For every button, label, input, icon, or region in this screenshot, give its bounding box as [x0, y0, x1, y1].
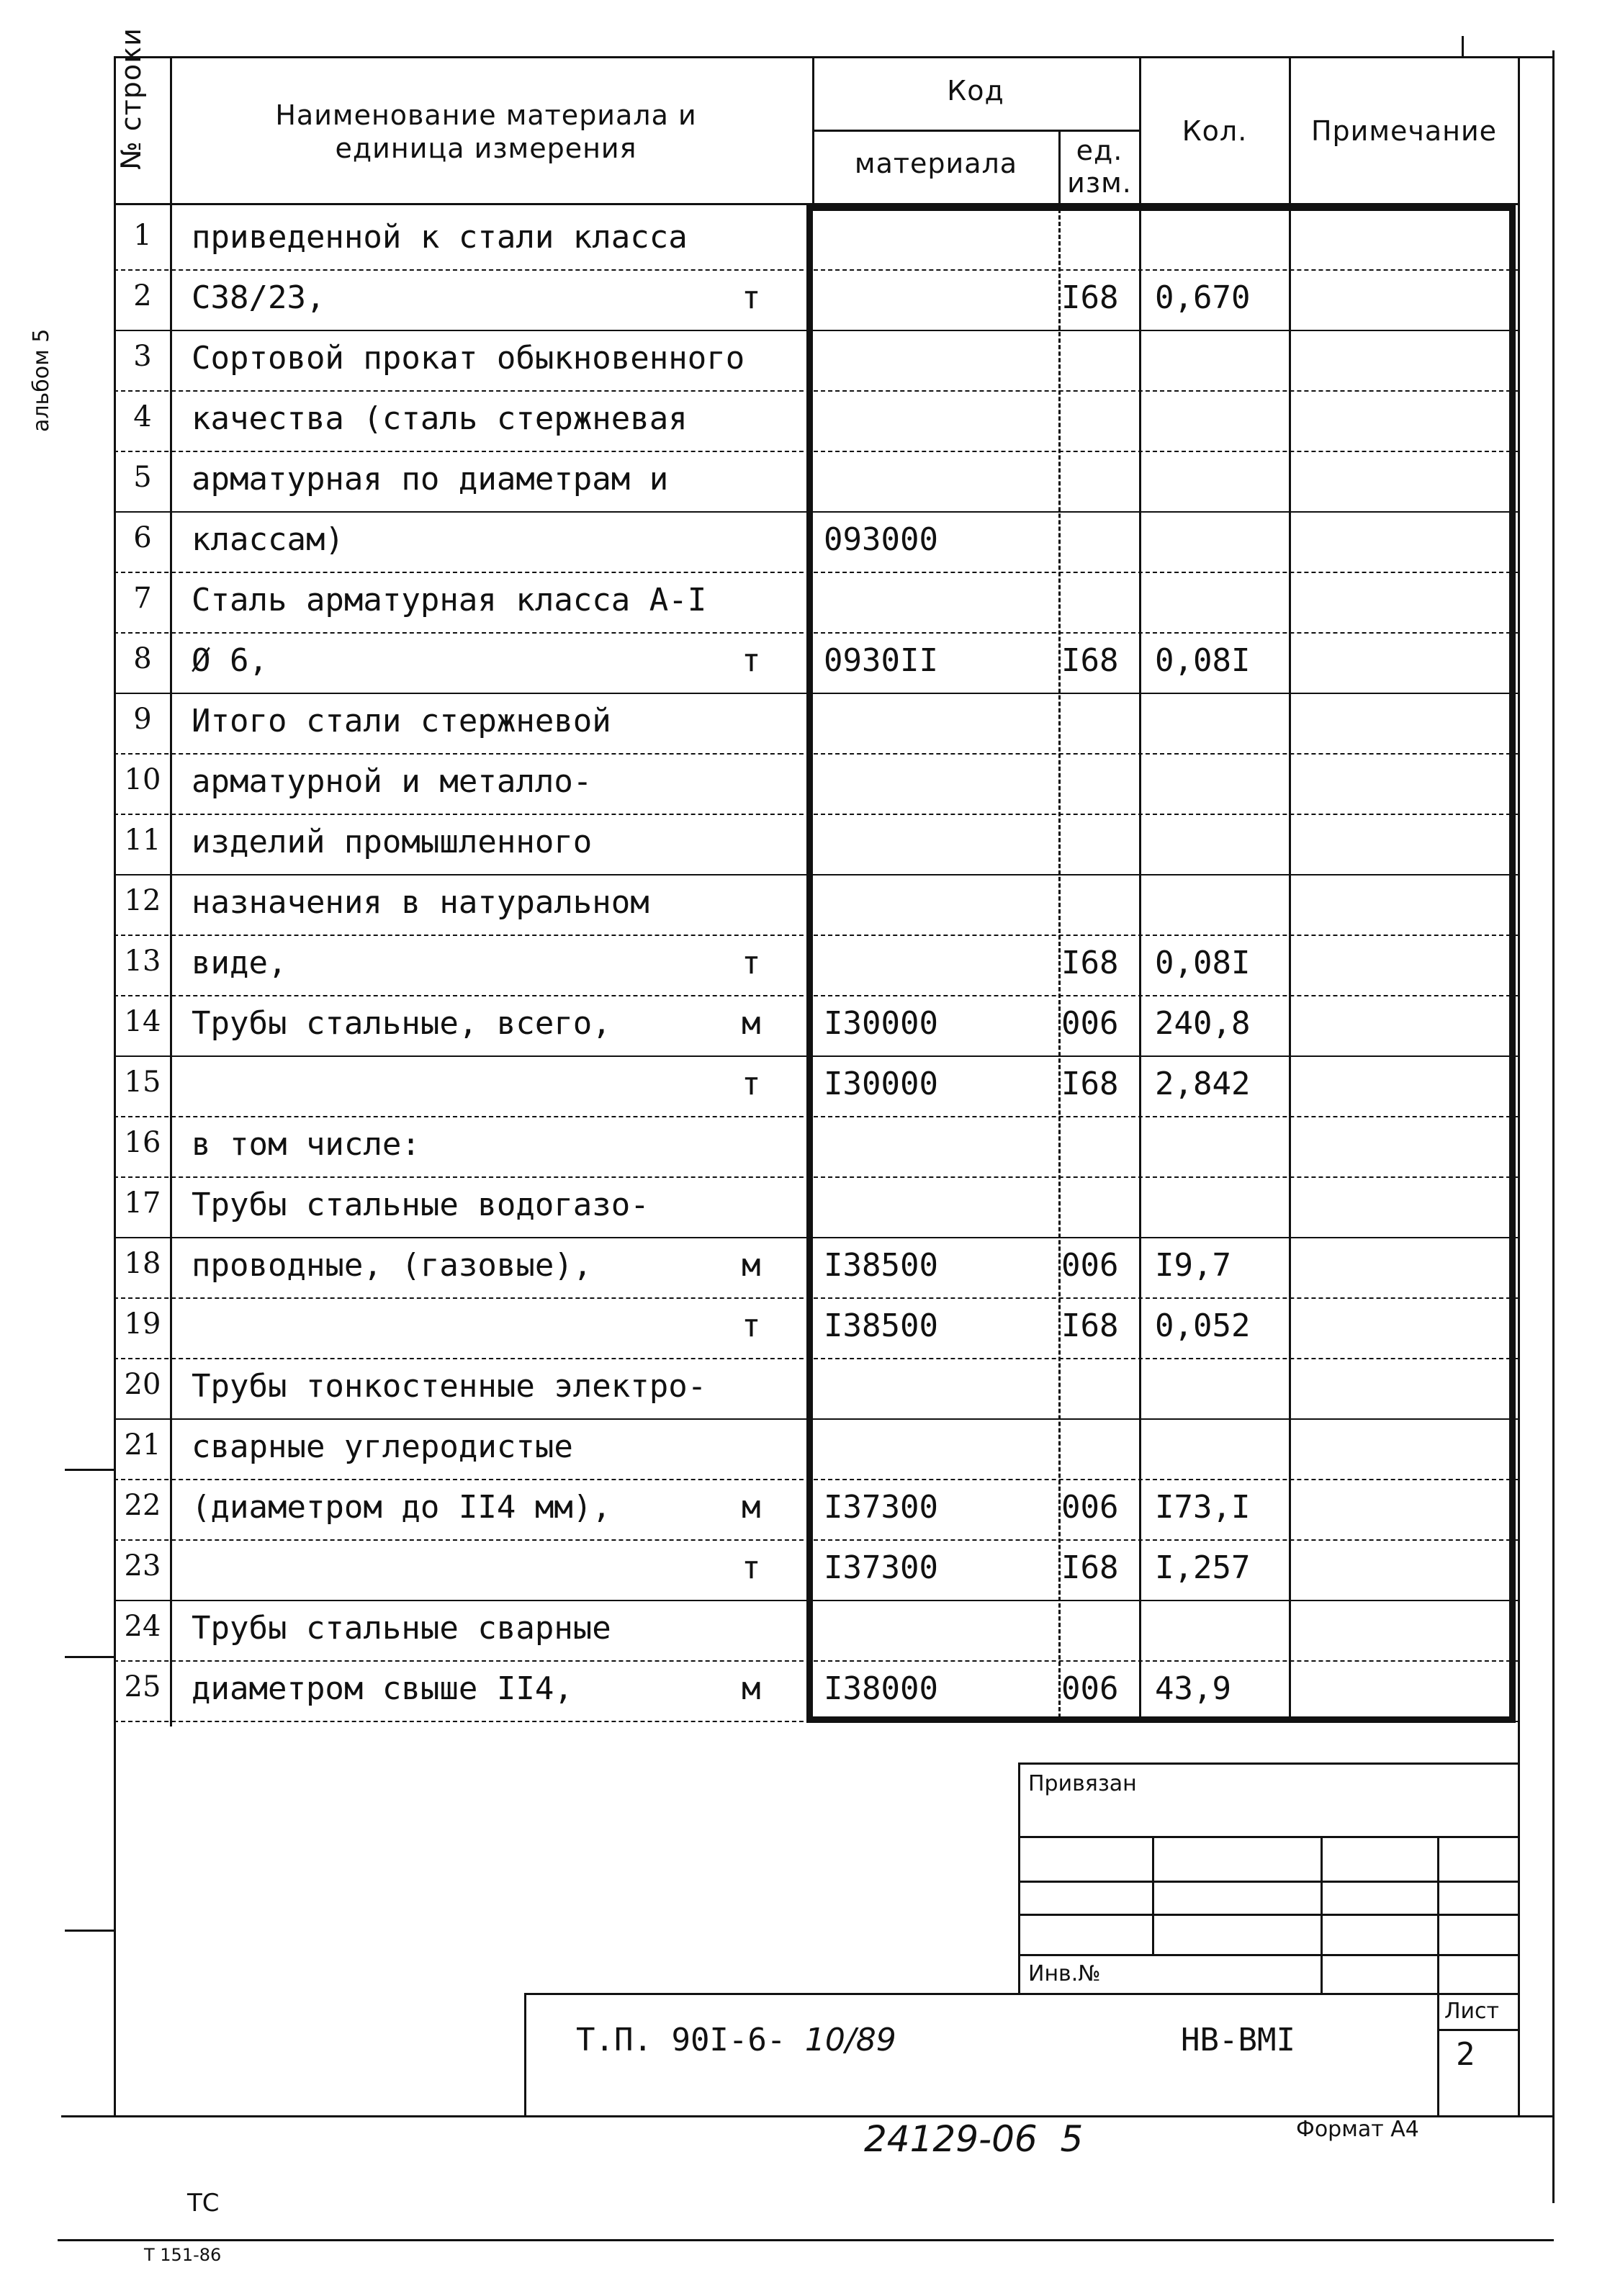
row-name: Сортовой прокат обыкновенного [192, 340, 745, 377]
frame-right [1552, 50, 1555, 2203]
row-unit: т [742, 1307, 761, 1344]
row-unit: м [742, 1670, 761, 1707]
project-code [576, 2022, 896, 2058]
row-material-code: I38500 [824, 1307, 938, 1344]
mark-tc: ТС [187, 2189, 220, 2218]
header-code: Код [947, 75, 1004, 107]
row-number: 9 [133, 703, 152, 736]
row-quantity: 2,842 [1155, 1066, 1251, 1102]
row-name: Сталь арматурная класса А-I [192, 582, 707, 618]
row-unit: т [742, 642, 761, 679]
stamp-line [1018, 1954, 1518, 1956]
project-code-text: Т.П. 90I-6- [576, 2022, 786, 2058]
row-number: 21 [124, 1428, 161, 1462]
stamp-col [1152, 1836, 1154, 1954]
row-unit-code: I68 [1061, 945, 1119, 981]
margin-stub [65, 1930, 114, 1932]
row-unit-code: 006 [1061, 1489, 1119, 1526]
row-name: в том числе: [192, 1126, 420, 1163]
sheet-number: 2 [1456, 2036, 1475, 2073]
handwritten-number: 24129-06 5 [864, 2118, 1084, 2160]
row-unit-code: I68 [1061, 1066, 1119, 1102]
stamp-line [1018, 1881, 1518, 1883]
title-block-top [524, 1993, 1518, 1995]
row-separator [114, 269, 1518, 271]
row-name: виде, [192, 945, 287, 981]
row-name: С38/23, [192, 279, 325, 316]
row-number: 17 [124, 1187, 161, 1220]
row-name: Трубы стальные сварные [192, 1610, 611, 1647]
row-material-code: I38000 [824, 1670, 938, 1707]
row-name: приведенной к стали класса [192, 219, 688, 256]
row-quantity: I9,7 [1155, 1247, 1231, 1284]
row-quantity: 0,052 [1155, 1307, 1251, 1344]
col-note-line [1289, 209, 1291, 1718]
row-separator [114, 1055, 1518, 1057]
row-number: 19 [124, 1307, 161, 1341]
row-unit: м [742, 1005, 761, 1042]
row-name: Ø 6, [192, 642, 268, 679]
row-separator [114, 1237, 1518, 1238]
row-quantity: 43,9 [1155, 1670, 1231, 1707]
row-number: 8 [133, 642, 152, 675]
row-number: 2 [133, 279, 152, 312]
project-mark: НВ-ВМI [1181, 2022, 1295, 2058]
col-qty-line [1139, 209, 1141, 1718]
row-number: 23 [124, 1549, 161, 1583]
row-unit: м [742, 1489, 761, 1526]
header-unit-2: изм. [1067, 167, 1132, 199]
row-quantity: I,257 [1155, 1549, 1251, 1586]
row-material-code: I38500 [824, 1247, 938, 1284]
row-number: 25 [124, 1670, 161, 1703]
header-note: Примечание [1310, 115, 1498, 147]
title-block-left [524, 1993, 526, 2115]
row-name: Итого стали стержневой [192, 703, 611, 739]
stamp-line [1018, 1914, 1518, 1916]
row-name: качества (сталь стержневая [192, 400, 688, 437]
header-mid-line [812, 130, 1141, 132]
row-number: 5 [133, 461, 152, 494]
row-number: 6 [133, 521, 152, 554]
header-row-no: № строки [115, 27, 147, 170]
stamp-col [1437, 1836, 1439, 2115]
row-name: Трубы тонкостенные электро- [192, 1368, 707, 1405]
row-material-code: I30000 [824, 1066, 938, 1102]
row-number: 15 [124, 1066, 161, 1099]
row-separator [114, 1418, 1518, 1420]
row-name: сварные углеродистые [192, 1428, 573, 1465]
row-name: арматурная по диаметрам и [192, 461, 669, 498]
frame-top [114, 56, 1554, 58]
row-quantity: I73,I [1155, 1489, 1251, 1526]
header-name-2: единица измерения [335, 132, 637, 164]
row-name: диаметром свыше II4, [192, 1670, 573, 1707]
stamp-line [1018, 1836, 1518, 1838]
stamp-top [1018, 1762, 1518, 1765]
project-code-hand: 10/89 [804, 2022, 896, 2058]
row-unit-code: 006 [1061, 1247, 1119, 1284]
sheet-label: Лист [1444, 1999, 1500, 2024]
stamp-privyazan: Привязан [1028, 1771, 1137, 1796]
side-label: альбом 5 [29, 328, 54, 432]
row-number: 13 [124, 945, 161, 978]
row-material-code: I37300 [824, 1489, 938, 1526]
margin-stub [65, 1469, 114, 1471]
stamp-col [1321, 1836, 1323, 1994]
col-line [1058, 130, 1061, 207]
row-separator [114, 1539, 1518, 1541]
col-line [1139, 56, 1141, 207]
row-separator [114, 511, 1518, 513]
row-number: 7 [133, 582, 152, 615]
row-number: 4 [133, 400, 152, 433]
row-name: Трубы стальные водогазо- [192, 1187, 649, 1223]
row-unit: т [742, 1549, 761, 1586]
row-name: изделий промышленного [192, 824, 593, 860]
row-number: 14 [124, 1005, 161, 1038]
row-unit-code: I68 [1061, 279, 1119, 316]
row-unit: т [742, 945, 761, 981]
row-number: 22 [124, 1489, 161, 1522]
sheet-divider [1437, 2029, 1518, 2031]
margin-stub [65, 1656, 114, 1658]
col-line [812, 56, 814, 207]
row-separator [114, 330, 1518, 331]
row-number: 16 [124, 1126, 161, 1159]
row-number: 11 [124, 824, 161, 857]
row-unit-code: I68 [1061, 642, 1119, 679]
row-number: 24 [124, 1610, 161, 1643]
row-separator [114, 390, 1518, 392]
row-separator [114, 874, 1518, 875]
col-unit-line [1058, 209, 1061, 1718]
row-material-code: I37300 [824, 1549, 938, 1586]
thick-box-right [1509, 204, 1516, 1722]
format-label: Формат А4 [1296, 2117, 1419, 2142]
row-separator [114, 753, 1518, 755]
frame-tick [1462, 36, 1464, 58]
header-material: материала [854, 148, 1018, 179]
row-unit: т [742, 279, 761, 316]
row-separator [114, 814, 1518, 815]
row-number: 1 [133, 219, 152, 252]
row-separator [114, 1297, 1518, 1299]
stamp-left [1018, 1762, 1020, 1994]
form-code: Т 151-86 [144, 2245, 222, 2265]
row-name: Трубы стальные, всего, [192, 1005, 611, 1042]
row-number: 3 [133, 340, 152, 373]
row-separator [114, 1479, 1518, 1480]
row-separator [114, 1116, 1518, 1117]
thick-box-bottom [806, 1716, 1516, 1723]
header-name-1: Наименование материала и [275, 99, 697, 131]
row-quantity: 0,08I [1155, 642, 1251, 679]
row-number: 18 [124, 1247, 161, 1280]
row-unit-code: I68 [1061, 1307, 1119, 1344]
row-material-code: 093000 [824, 521, 938, 558]
row-number: 10 [124, 763, 161, 796]
header-qty: Кол. [1182, 115, 1248, 147]
thick-box-top [806, 204, 1516, 211]
row-separator [114, 1600, 1518, 1601]
row-name: проводные, (газовые), [192, 1247, 593, 1284]
table-right [1518, 56, 1520, 2115]
row-unit: т [742, 1066, 761, 1102]
row-unit: м [742, 1247, 761, 1284]
col-line [170, 56, 172, 1726]
row-number: 20 [124, 1368, 161, 1401]
row-separator [114, 572, 1518, 573]
row-unit-code: I68 [1061, 1549, 1119, 1586]
row-quantity: 0,08I [1155, 945, 1251, 981]
row-separator [114, 1660, 1518, 1662]
row-separator [114, 1176, 1518, 1178]
header-unit-1: ед. [1076, 135, 1123, 166]
row-unit-code: 006 [1061, 1670, 1119, 1707]
row-separator [114, 451, 1518, 452]
row-quantity: 0,670 [1155, 279, 1251, 316]
row-unit-code: 006 [1061, 1005, 1119, 1042]
row-name: классам) [192, 521, 344, 558]
row-number: 12 [124, 884, 161, 917]
row-quantity: 240,8 [1155, 1005, 1251, 1042]
stamp-inv: Инв.№ [1028, 1961, 1101, 1986]
row-name: назначения в натуральном [192, 884, 649, 921]
row-separator [114, 632, 1518, 634]
row-separator [114, 693, 1518, 694]
row-separator [114, 935, 1518, 936]
thick-box-left [806, 204, 813, 1722]
row-name: арматурной и металло- [192, 763, 593, 800]
row-name: (диаметром до II4 мм), [192, 1489, 611, 1526]
row-separator [114, 1358, 1518, 1359]
page-bottom [58, 2239, 1554, 2241]
col-line [1289, 56, 1291, 207]
row-material-code: 0930II [824, 642, 938, 679]
row-material-code: I30000 [824, 1005, 938, 1042]
row-separator [114, 995, 1518, 996]
